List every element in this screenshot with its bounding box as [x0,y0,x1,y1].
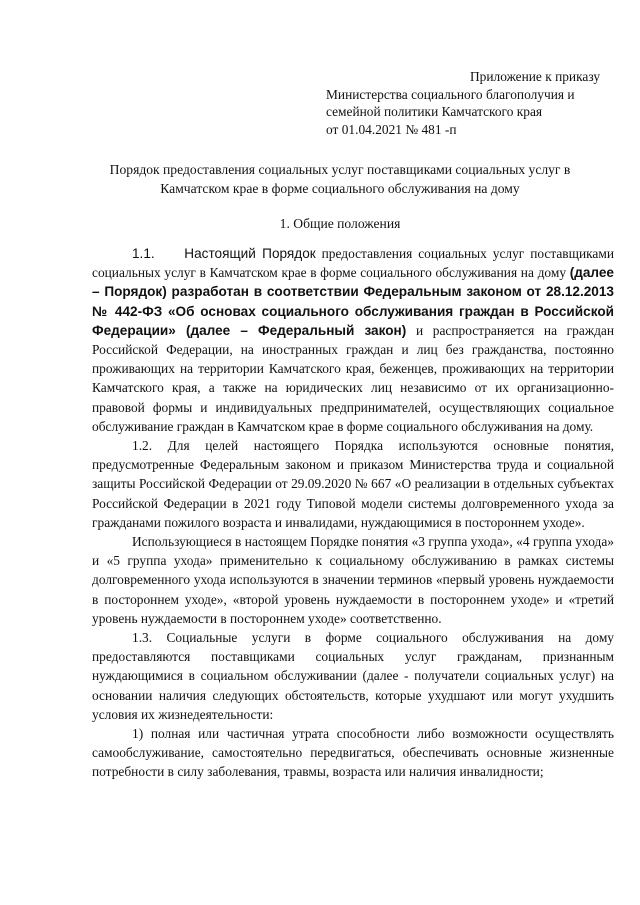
section-heading: 1. Общие положения [279,216,401,231]
paragraph-text: и распространяется на граждан Российской Федерации, на иностранных граждан и лиц без гражданства, постоянно проживающих на территории Камчатского края, беженцев, проживающих на территории Камчатского края, а также на юридических лиц независимо от их организационно-правовой формы и индивидуальных предпринимателей, осуществляющих социальное обслуживание граждан в Камчатском крае в форме социального обслуживания на дому. [92,322,614,434]
paragraph-definitions: Использующиеся в настоящем Порядке понятия «3 группа ухода», «4 группа ухода» и «5 группа ухода» применительно к социальному обслуживанию в рамках системы долговременного ухода используются в значении терминов «первый уровень нуждаемости в постороннем уходе», «второй уровень нуждаемости в постороннем уходе» и «третий уровень нуждаемости в постороннем уходе» соответственно. [92,534,614,626]
paragraph-1-2: 1.2. Для целей настоящего Порядка используются основные понятия, предусмотренные Федеральным законом и приказом Министерства труда и социальной защиты Российской Федерации от 29.09.2020 № 667 «О реализации в отдельных субъектах Российской Федерации в 2021 году Типовой модели системы долговременного ухода за гражданами пожилого возраста и инвалидами, нуждающимися в постороннем уходе». [92,438,614,530]
approval-line: Приложение к приказу [470,69,601,84]
paragraph-1-3: 1.3. Социальные услуги в форме социального обслуживания на дому предоставляются поставщиками социальных услуг гражданам, признанным нуждающимися в социальном обслуживании (далее - получатели социальных услуг) на основании наличия следующих обстоятельств, которые ухудшают или могут ухудшить условия их жизнедеятельности: [92,630,614,722]
approval-line: от 01.04.2021 № 481 -п [326,121,457,137]
approval-line: Министерства социального благополучия и [326,86,575,102]
document-title-line: Камчатском крае в форме социального обслуживания на дому [160,181,520,196]
document-title-line: Порядок предоставления социальных услуг поставщиками социальных услуг в [109,162,571,177]
paragraph-number: 1.1. [132,246,155,261]
document-body [92,244,614,782]
approval-block [326,68,616,138]
paragraph-text: предоставления социальных услуг поставщиками социальных услуг в Камчатском крае в форме социального обслуживания на дому [92,246,614,281]
approval-line: семейной политики Камчатского края [326,104,543,119]
law-reference: (далее – Порядок) разработан в соответствии Федеральным законом от 28.12.2013 № 442-ФЗ «Об основах социального обслуживания граждан в Российской Федерации» (далее – Федеральный закон) [92,265,614,338]
document-title [60,160,620,198]
paragraph-1-1 [92,244,614,436]
paragraph-lead: Настоящий Порядок [184,246,316,261]
list-item-1: 1) полная или частичная утрата способности либо возможности осуществлять самообслуживание, самостоятельно передвигаться, обеспечивать основные жизненные потребности в силу заболевания, травмы, возраста или наличия инвалидности; [92,726,614,780]
